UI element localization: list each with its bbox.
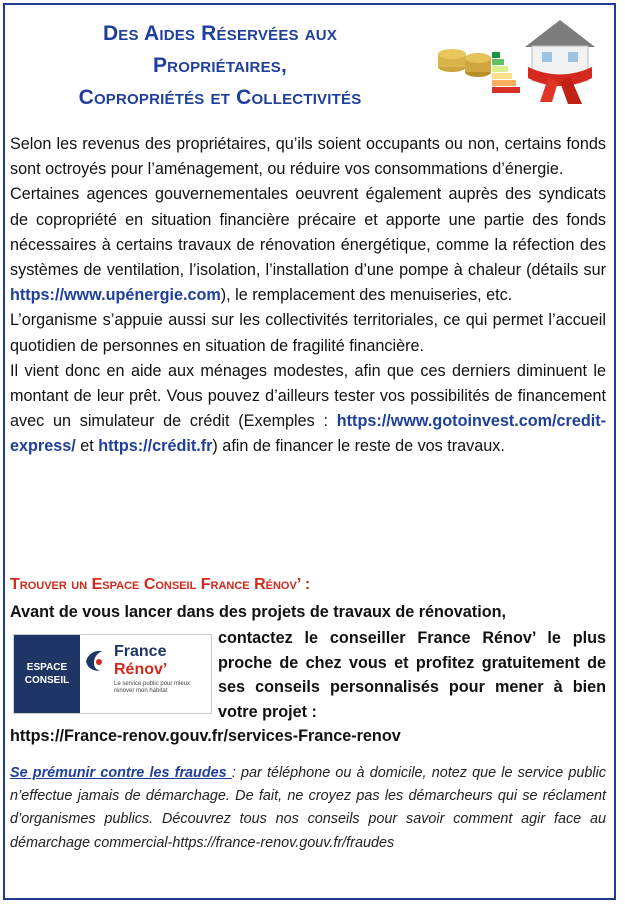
- section-bold-text: contactez le conseiller France Rénov’ le plus proche de chez vous et profitez gratuitement de ses conseils personnalisés pour mener à bien votre projet :: [218, 629, 606, 721]
- paragraph-simulator: [10, 359, 606, 460]
- fraud-link[interactable]: Se prémunir contre les fraudes: [10, 765, 232, 781]
- paragraph-agencies: [10, 182, 606, 308]
- france-renov-mark-icon: [84, 647, 110, 673]
- gotoinvest-link[interactable]: https://www.gotoinvest.com/credit-express/: [10, 412, 606, 456]
- title-line-2: Propriétaires,: [152, 54, 288, 77]
- page-title: [10, 18, 430, 114]
- france-renov-services-link[interactable]: https://France-renov.gouv.fr/services-France-renov: [10, 727, 401, 745]
- title-line-1: Des Aides Réservées aux: [102, 22, 338, 45]
- house-scarf-energy-label-coins-icon: [430, 12, 605, 107]
- france-renov-logo: [13, 634, 212, 714]
- section-intro: Avant de vous lancer dans des projets de travaux de rénovation,: [10, 603, 506, 621]
- paragraph-simulator-and: et: [75, 437, 99, 456]
- paragraph-collectivites: L’organisme s’appuie aussi sur les collectivités territoriales, ce qui permet l’accueil quotidien de personnes en situation de fragilité financière.: [10, 311, 606, 355]
- credit-link[interactable]: https://crédit.fr: [98, 437, 213, 456]
- logo-name-france: France: [114, 643, 167, 660]
- paragraph-agencies-text: Certaines agences gouvernementales oeuvrent également auprès des syndicats de copropriété en situation financière précaire et apporte une partie des fonds nécessaires à certains travaux de rénovation énergétique, comme la réfection des systèmes de ventilation, l’isolation, l’installation d’une pompe à chaleur (détails sur: [10, 185, 606, 280]
- paragraph-income: Selon les revenus des propriétaires, qu’ils soient occupants ou non, certains fonds sont octroyés pour l’aménagement, ou réduire vos consommations d’énergie.: [10, 135, 606, 179]
- upenergie-link[interactable]: https://www.upénergie.com: [10, 286, 221, 305]
- title-line-3: Copropriétés et Collectivités: [78, 86, 362, 109]
- fraud-notice: [10, 762, 606, 855]
- logo-left-line1: ESPACE: [26, 662, 68, 673]
- paragraph-agencies-end: ), le remplacement des menuiseries, etc.: [220, 286, 513, 305]
- paragraph-simulator-end: ) afin de financer le reste de vos travaux.: [212, 437, 505, 456]
- fraud-text: : par téléphone ou à domicile, notez que le service public n’effectue jamais de démarchage. De fait, ne croyez pas les démarcheurs qui se réclament d’organismes publics. Découvrez tous nos conseils pour savoir comment agir face au démarchage commercial-https://france-renov.gouv.fr/fraudes: [10, 765, 606, 851]
- paragraph-simulator-text: Il vient donc en aide aux ménages modestes, afin que ces derniers diminuent le montant de leur prêt. Vous pouvez d’ailleurs tester vos possibilités de financement avec un simulateur de crédit (Exemples :: [10, 361, 606, 431]
- body-text: [10, 132, 606, 460]
- section-title: Trouver un Espace Conseil France Rénov’ :: [10, 576, 311, 593]
- espace-conseil-label: [14, 635, 80, 713]
- logo-name-renov: Rénov’: [114, 661, 168, 678]
- logo-brand: [80, 635, 211, 713]
- logo-left-line2: CONSEIL: [24, 675, 70, 686]
- logo-tagline: Le service public pour mieux rénover mon habitat: [114, 681, 191, 694]
